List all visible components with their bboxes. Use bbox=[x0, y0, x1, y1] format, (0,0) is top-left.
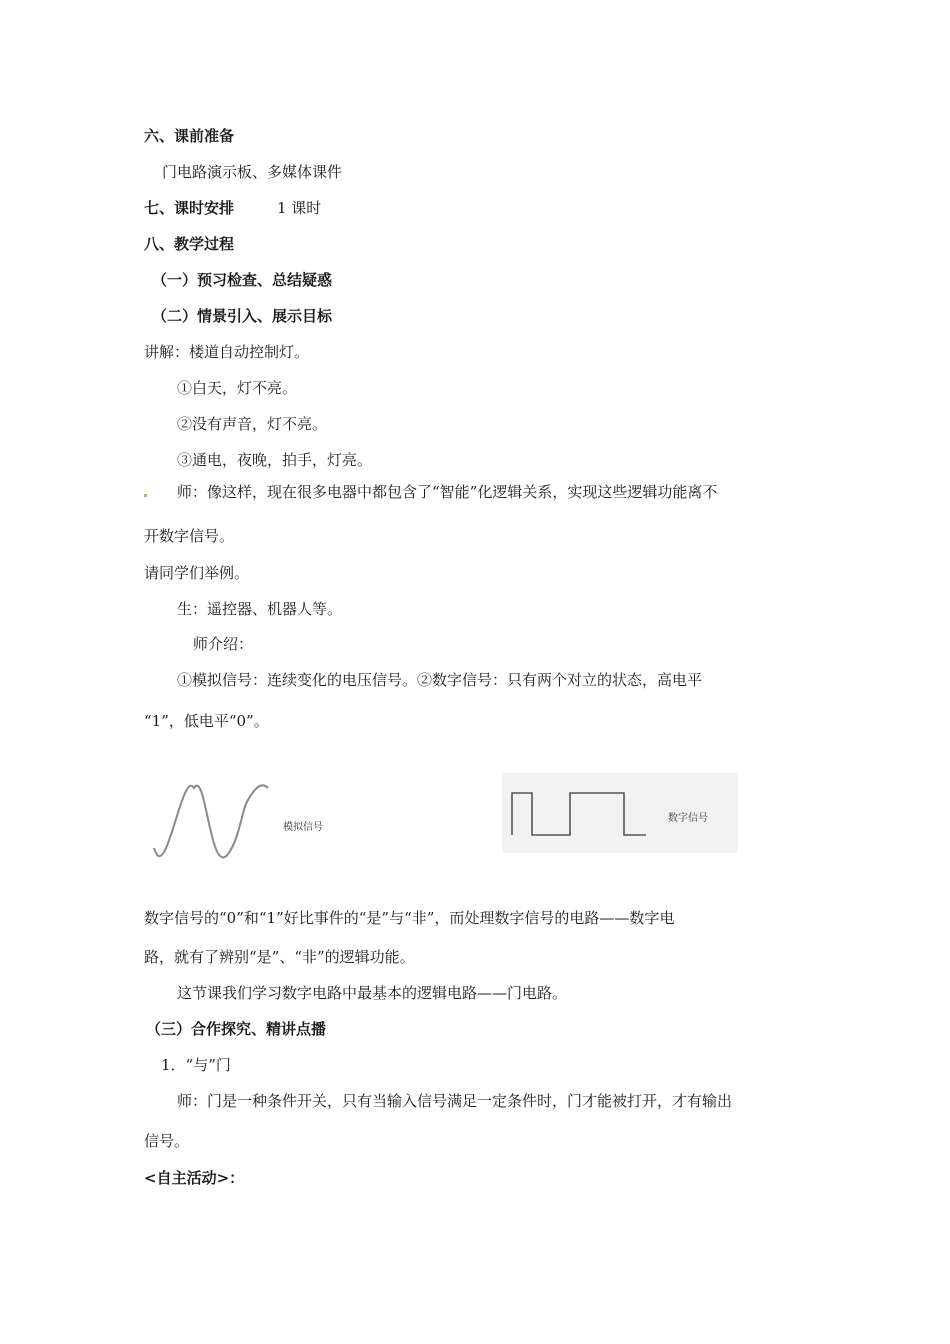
analog-wave bbox=[154, 785, 268, 857]
subsection-1: （一）预习检查、总结疑惑 bbox=[152, 271, 333, 289]
text-line: 讲解：楼道自动控制灯。 bbox=[144, 343, 310, 361]
text-line: 请同学们举例。 bbox=[144, 564, 250, 582]
text-line: 生：遥控器、机器人等。 bbox=[177, 600, 343, 618]
digital-label: 数字信号 bbox=[668, 813, 708, 824]
activity-heading: <自主活动>： bbox=[144, 1169, 245, 1187]
section-prep-body: 门电路演示板、多媒体课件 bbox=[162, 163, 343, 181]
analog-label: 模拟信号 bbox=[283, 822, 323, 833]
section-schedule-title: 七、课时安排 bbox=[144, 199, 235, 217]
section-process-title: 八、教学过程 bbox=[144, 235, 235, 253]
analog-signal-figure bbox=[146, 778, 346, 866]
section-schedule-value: 1 课时 bbox=[277, 199, 322, 217]
text-line: 师介绍： bbox=[193, 635, 254, 653]
text-line: 师：像这样，现在很多电器中都包含了“智能”化逻辑关系，实现这些逻辑功能离不 bbox=[177, 483, 718, 501]
text-line: ③通电，夜晚，拍手，灯亮。 bbox=[177, 451, 373, 469]
section-prep-title: 六、课前准备 bbox=[144, 127, 235, 145]
text-line: ②没有声音，灯不亮。 bbox=[177, 415, 328, 433]
text-line: 信号。 bbox=[144, 1132, 190, 1150]
text-line: 师：门是一种条件开关，只有当输入信号满足一定条件时，门才能被打开，才有输出 bbox=[177, 1092, 733, 1110]
text-line: “1”，低电平“0”。 bbox=[144, 712, 269, 730]
text-line: 路，就有了辨别“是”、“非”的逻辑功能。 bbox=[144, 948, 415, 966]
subsection-2: （二）情景引入、展示目标 bbox=[152, 307, 333, 325]
text-line: 开数字信号。 bbox=[144, 527, 235, 545]
text-line: ①模拟信号：连续变化的电压信号。②数字信号：只有两个对立的状态，高电平 bbox=[177, 671, 703, 689]
digital-signal-figure bbox=[502, 773, 738, 853]
text-line: 这节课我们学习数字电路中最基本的逻辑电路——门电路。 bbox=[177, 984, 568, 1002]
text-line: 数字信号的“0”和“1”好比事件的“是”与“非”，而处理数字信号的电路——数字电 bbox=[144, 909, 675, 927]
gate-heading: 1．“与”门 bbox=[161, 1056, 231, 1074]
text-line: ①白天，灯不亮。 bbox=[177, 379, 298, 397]
subsection-3: （三）合作探究、精讲点播 bbox=[146, 1020, 327, 1038]
margin-dot bbox=[144, 494, 147, 497]
